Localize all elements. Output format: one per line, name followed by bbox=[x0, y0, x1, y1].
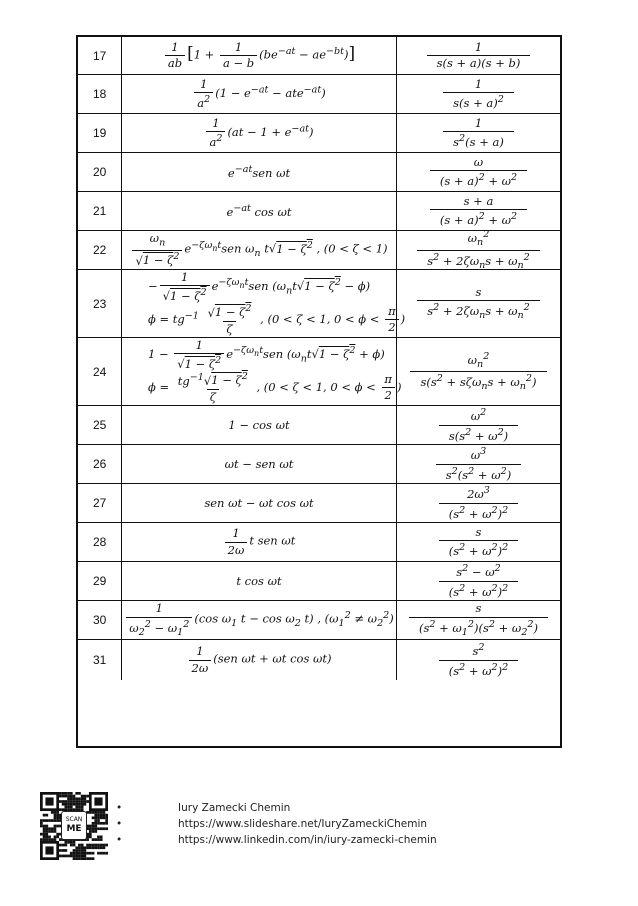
time-domain-function: − $\frac{1}{√1 - \zeta^2}$ $e^{-\zeta\omega_nt}sen$ $(\omega_nt√1 - \zeta^2 - \phi)$ $\phi = tg^{-1}$ $\frac{√1 - \zeta^2}{\zeta}$ , (0 < ζ < 1, 0 < ϕ < $\frac{\pi}{2}$ ) bbox=[122, 270, 397, 337]
laplace-transform: $\frac{\omega^3}{s^2(s^2 + \omega^2)}$ bbox=[397, 445, 560, 483]
laplace-transform: $\frac{\omega^2}{s(s^2 + \omega^2)}$ bbox=[397, 406, 560, 444]
qr-code bbox=[40, 792, 108, 860]
table-row bbox=[78, 445, 560, 484]
row-number: 19 bbox=[78, 114, 122, 152]
footer bbox=[0, 792, 638, 862]
bullet: • bbox=[116, 802, 123, 814]
row-number: 27 bbox=[78, 484, 122, 522]
row-number: 22 bbox=[78, 231, 122, 269]
row-number: 21 bbox=[78, 192, 122, 230]
time-domain-function: $\frac{1}{a^2}$ $(at - 1 + e^{-at})$ bbox=[122, 114, 397, 152]
table-row bbox=[78, 406, 560, 445]
laplace-transform: $\frac{s}{(s^2 + \omega_1^2)(s^2 + \omega_2^2)}$ bbox=[397, 601, 560, 639]
laplace-transform: $\frac{\omega_n^2}{s^2 + 2\zeta\omega_ns + \omega_n^2}$ bbox=[397, 231, 560, 269]
table-row bbox=[78, 523, 560, 562]
time-domain-function: sen ωt − ωt cos ωt bbox=[122, 484, 397, 522]
time-domain-function: ωt − sen ωt bbox=[122, 445, 397, 483]
row-number: 25 bbox=[78, 406, 122, 444]
laplace-transform-table bbox=[76, 35, 562, 748]
row-number: 18 bbox=[78, 75, 122, 113]
time-domain-function: t cos ωt bbox=[122, 562, 397, 600]
row-number: 23 bbox=[78, 270, 122, 337]
row-number: 28 bbox=[78, 523, 122, 561]
table-row bbox=[78, 75, 560, 114]
time-domain-function: 1 − $\frac{1}{√1 - \zeta^2}$ $e^{-\zeta\omega_nt}sen$ $(\omega_nt√1 - \zeta^2 + \phi)$ ϕ = $\frac{tg^{-1}√1 - \zeta^2}{\zeta}$ , (0 < ζ < 1, 0 < ϕ < $\frac{\pi}{2}$ ) bbox=[122, 338, 397, 405]
bullet: • bbox=[116, 834, 123, 846]
laplace-transform: $\frac{s^2}{(s^2 + \omega^2)^2}$ bbox=[397, 640, 560, 680]
row-number: 17 bbox=[78, 37, 122, 74]
laplace-transform: $\frac{\omega}{(s + a)^2 + \omega^2}$ bbox=[397, 153, 560, 191]
time-domain-function: $e^{-at}sen$ ωt bbox=[122, 153, 397, 191]
table-row bbox=[78, 601, 560, 640]
row-number: 26 bbox=[78, 445, 122, 483]
scan-me-label bbox=[61, 811, 87, 840]
linkedin-link[interactable]: https://www.linkedin.com/in/iury-zamecki-chemin bbox=[178, 834, 437, 846]
slideshare-link[interactable]: https://www.slideshare.net/IuryZameckiChemin bbox=[178, 818, 428, 830]
table-row bbox=[78, 37, 560, 75]
laplace-transform: $\frac{s^2 - \omega^2}{(s^2 + \omega^2)^2}$ bbox=[397, 562, 560, 600]
row-number: 20 bbox=[78, 153, 122, 191]
table-row bbox=[78, 484, 560, 523]
table-row bbox=[78, 338, 560, 406]
laplace-transform: $\frac{\omega_n^2}{s(s^2 + s\zeta\omega_ns + \omega_n^2)}$ bbox=[397, 338, 560, 405]
author-name: Iury Zamecki Chemin bbox=[178, 802, 291, 814]
laplace-transform: $\frac{s}{(s^2 + \omega^2)^2}$ bbox=[397, 523, 560, 561]
time-domain-function: $\frac{1}{2\omega}$ t sen ωt bbox=[122, 523, 397, 561]
laplace-transform: $\frac{s}{s^2 + 2\zeta\omega_ns + \omega_n^2}$ bbox=[397, 270, 560, 337]
laplace-transform: $\frac{1}{s^2(s + a)}$ bbox=[397, 114, 560, 152]
table-row bbox=[78, 231, 560, 270]
laplace-transform: $\frac{1}{s(s + a)^2}$ bbox=[397, 75, 560, 113]
table-row bbox=[78, 114, 560, 153]
laplace-transform: $\frac{2\omega^3}{(s^2 + \omega^2)^2}$ bbox=[397, 484, 560, 522]
row-number: 31 bbox=[78, 640, 122, 680]
row-number: 24 bbox=[78, 338, 122, 405]
time-domain-function: $\frac{1}{\omega_2^2 - \omega_1^2}$ (cos $\omega_1$ $t - \cos \omega_2$ t) , $(\omega_1^2 \ne \omega_2^2)$ bbox=[122, 601, 397, 639]
time-domain-function: 1 − cos ωt bbox=[122, 406, 397, 444]
table-row bbox=[78, 192, 560, 231]
table-row bbox=[78, 640, 560, 680]
time-domain-function: $\frac{1}{2\omega}$ (sen ωt + ωt cos ωt) bbox=[122, 640, 397, 680]
time-domain-function: $e^{-at}$ cos ωt bbox=[122, 192, 397, 230]
table-row bbox=[78, 270, 560, 338]
me-label: ME bbox=[66, 824, 82, 834]
time-domain-function: $\frac{1}{ab}$ [1 + $\frac{1}{a - b}$ $(be^{-at} - ae^{-bt})$] bbox=[122, 37, 397, 74]
bullet: • bbox=[116, 818, 123, 830]
row-number: 29 bbox=[78, 562, 122, 600]
time-domain-function: $\frac{\omega_n}{√1 - \zeta^2}$ $e^{-\zeta\omega_nt}sen$ $\omega_n$ $t√1 - \zeta^2$ , (0 < ζ < 1) bbox=[122, 231, 397, 269]
table-row bbox=[78, 153, 560, 192]
time-domain-function: $\frac{1}{a^2}$ $(1 - e^{-at} - ate^{-at})$ bbox=[122, 75, 397, 113]
row-number: 30 bbox=[78, 601, 122, 639]
scan-label: SCAN bbox=[65, 816, 83, 823]
laplace-transform: $\frac{1}{s(s + a)(s + b)}$ bbox=[397, 37, 560, 74]
laplace-transform: $\frac{s + a}{(s + a)^2 + \omega^2}$ bbox=[397, 192, 560, 230]
table-row bbox=[78, 562, 560, 601]
